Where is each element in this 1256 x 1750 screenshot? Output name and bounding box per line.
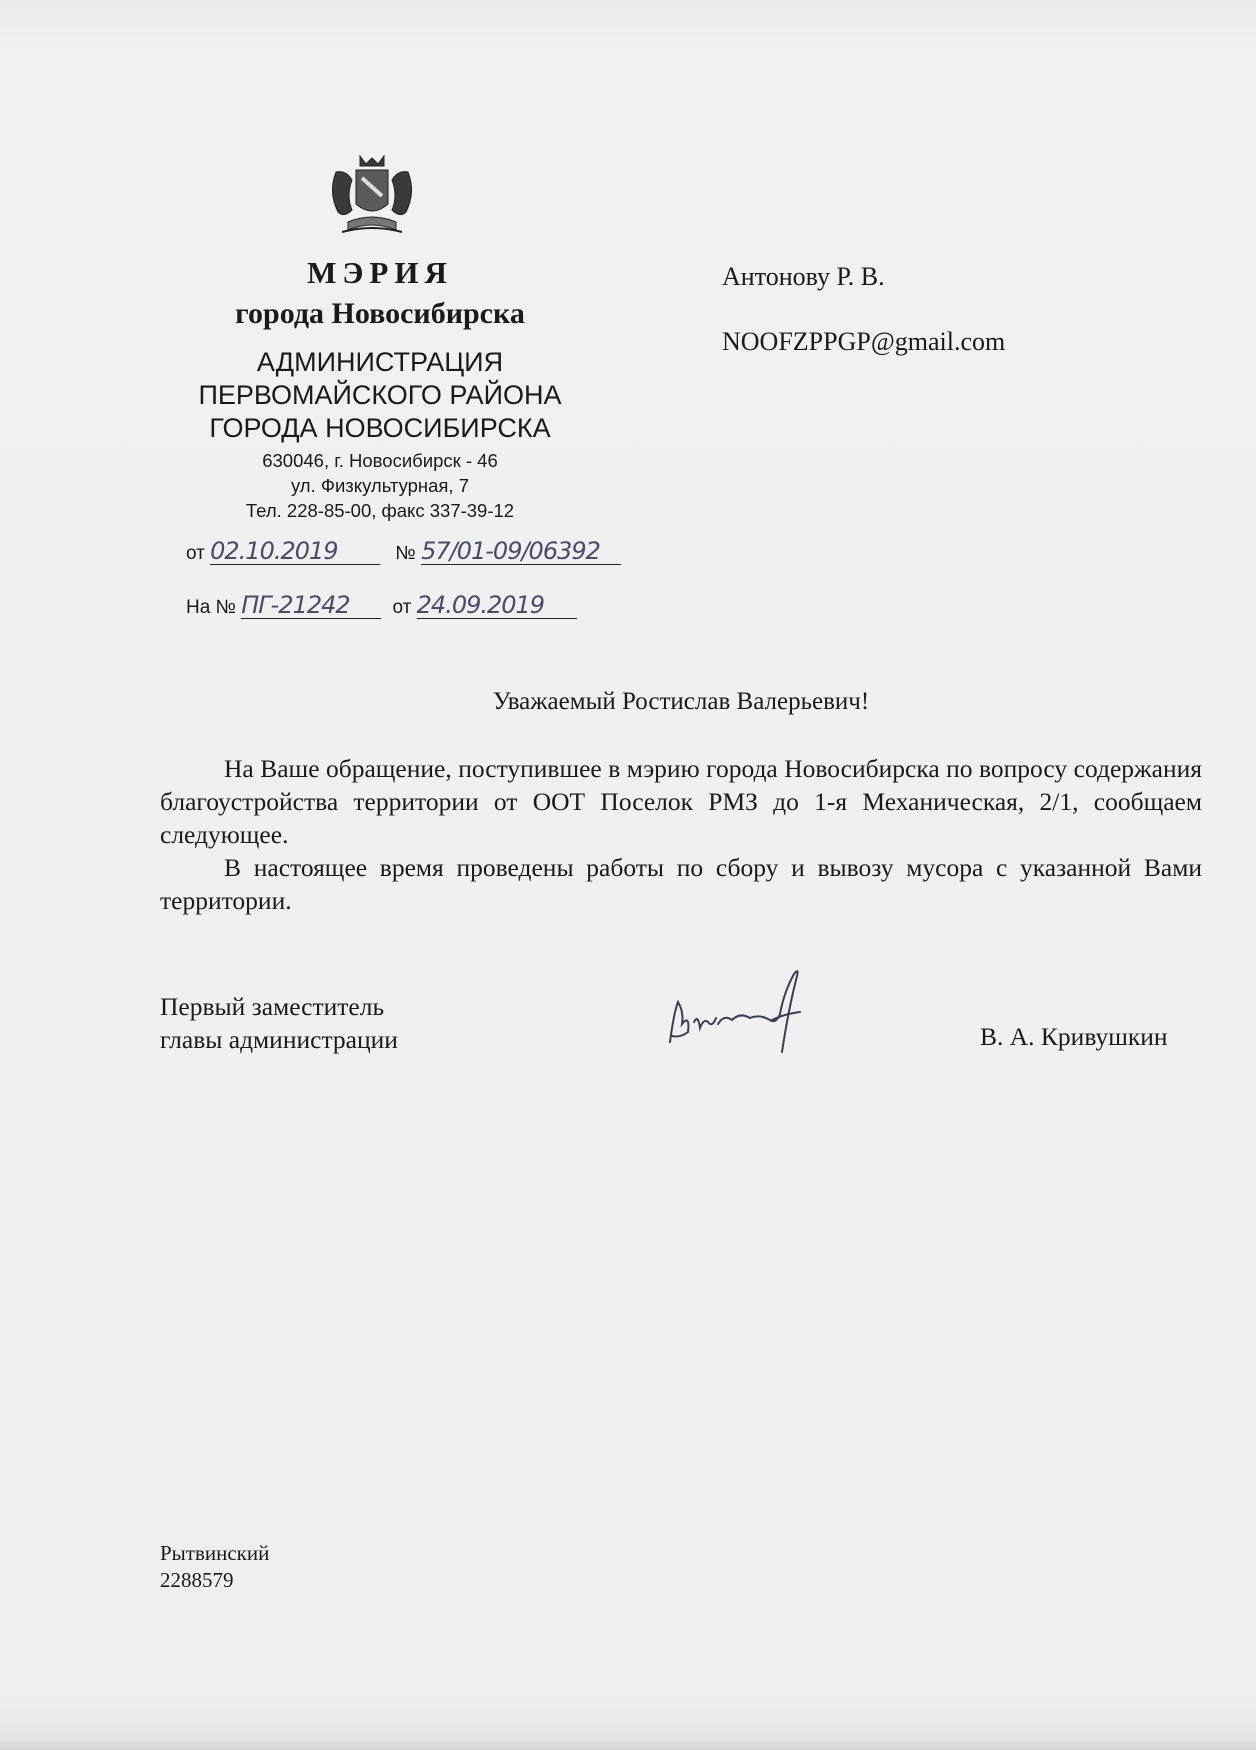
body-paragraph: На Ваше обращение, поступившее в мэрию города Новосибирска по вопросу содержания благоустройства территории от ООТ Поселок РМЗ до 1-я Механическая, 2/1, сообщаем следующее. [160,754,1202,849]
district-administration-name [180,346,580,445]
reference-registration-line [186,592,577,619]
admin-line: ПЕРВОМАЙСКОГО РАЙОНА [198,380,562,410]
mayor-office-city: города Новосибирска [235,297,525,330]
admin-line: АДМИНИСТРАЦИЯ [256,347,504,377]
from-label: от [186,543,205,564]
city-coat-of-arms-emblem [322,152,422,244]
admin-line: ГОРОДА НОВОСИБИРСКА [209,413,551,443]
mayor-office-title: МЭРИЯ [307,255,453,290]
number-label: № [395,543,416,564]
body-paragraph: В настоящее время проведены работы по сбору и вывозу мусора с указанной Вами территории. [160,853,1202,915]
signer-position [160,990,398,1056]
reference-number: ПГ-21242 [241,592,381,619]
outgoing-date: 02.10.2019 [210,538,380,565]
outgoing-number: 57/01-09/06392 [421,538,621,565]
ref-from-label: от [392,597,412,618]
letter-body [160,752,1202,917]
executor-name: Рытвинский [160,1541,270,1565]
executor-phone: 2288579 [160,1568,234,1592]
outgoing-registration-line [186,538,621,565]
signer-position-line: главы администрации [160,1025,398,1054]
address-line: 630046, г. Новосибирск - 46 [262,450,498,471]
handwritten-signature [660,962,840,1062]
signer-position-line: Первый заместитель [160,992,385,1021]
address-line: Тел. 228-85-00, факс 337-39-12 [245,500,515,521]
executor-info [160,1540,269,1594]
reference-date: 24.09.2019 [417,592,577,619]
address-line: ул. Физкультурная, 7 [290,475,470,496]
recipient-email: NOOFZPPGP@gmail.com [722,327,1006,356]
administration-address [180,448,580,523]
ref-label: На № [186,597,236,618]
signer-name: В. А. Кривушкин [980,1022,1168,1051]
recipient-name: Антонову Р. В. [722,262,885,291]
letter-greeting: Уважаемый Ростислав Валерьевич! [492,688,870,715]
